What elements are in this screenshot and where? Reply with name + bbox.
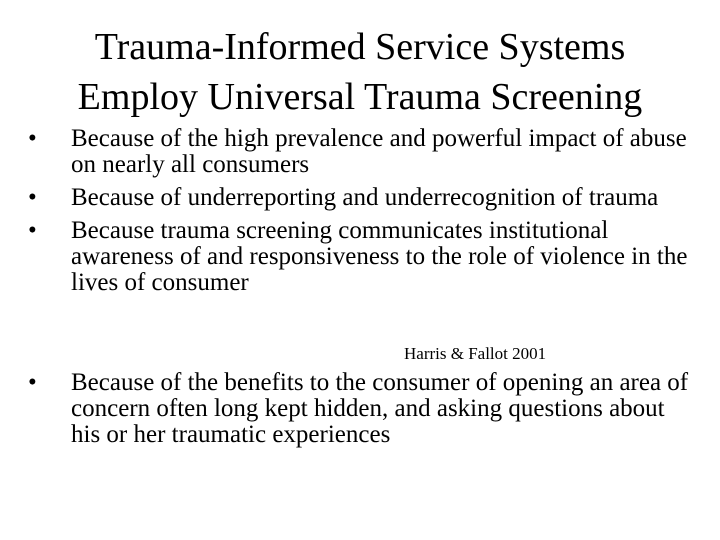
bullet-list-after-citation xyxy=(28,370,698,455)
bullet-item xyxy=(28,185,698,211)
bullet-text: Because of the high prevalence and powerful impact of abuse on nearly all consumers xyxy=(71,125,687,178)
bullet-text: Because of underreporting and underrecognition of trauma xyxy=(71,184,659,211)
slide-title-line: Employ Universal Trauma Screening xyxy=(77,76,643,118)
bullet-item xyxy=(28,370,698,448)
bullet-list xyxy=(28,126,698,303)
bullet-text: Because of the benefits to the consumer of opening an area of concern often long kept hidden, and asking questions about his or her traumatic experiences xyxy=(71,369,689,448)
bullet-item xyxy=(28,218,698,296)
slide-title xyxy=(20,22,700,122)
bullet-icon: • xyxy=(28,184,37,211)
bullet-text: Because trauma screening communicates institutional awareness of and responsiveness to the role of violence in the lives of consumer xyxy=(71,217,688,296)
citation: Harris & Fallot 2001 xyxy=(404,344,547,363)
bullet-icon: • xyxy=(28,217,37,244)
bullet-icon: • xyxy=(28,125,37,152)
slide-title-line: Trauma-Informed Service Systems xyxy=(94,26,626,68)
bullet-icon: • xyxy=(28,369,37,396)
bullet-item xyxy=(28,126,698,178)
